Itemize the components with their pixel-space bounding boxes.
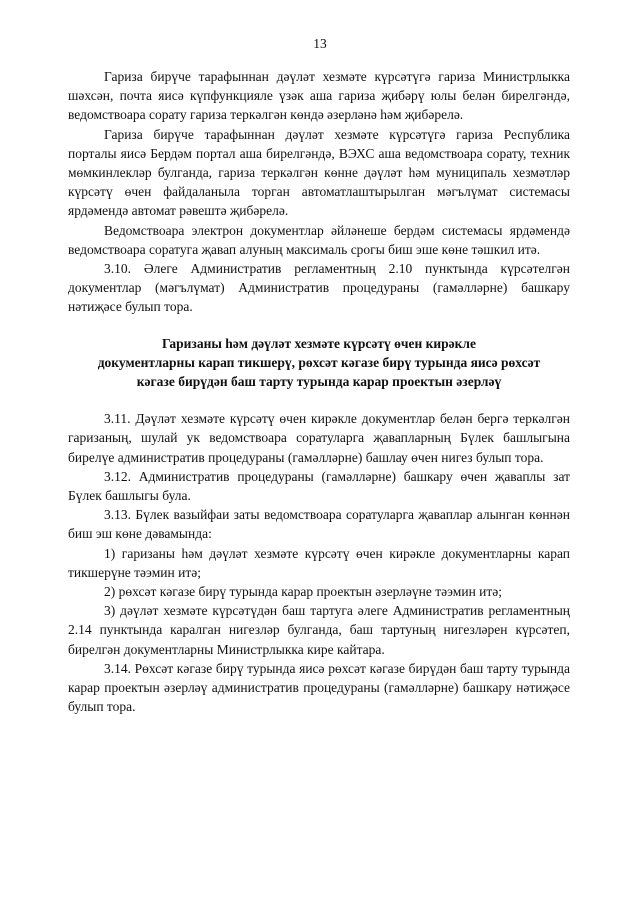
paragraph: 3.12. Административ процедураны (гамәлләрне) башкару өчен җаваплы зат Бүлек башлыгы була. bbox=[68, 468, 570, 504]
paragraph: 3.10. Әлеге Административ регламентның 2.10 пунктында күрсәтелгән документлар (мәгълүмат) Административ процедураны (гамәлләрне) башкару нәтиҗәсе булып тора. bbox=[68, 261, 570, 315]
list-item: 3) дәүләт хезмәте күрсәтүдән баш тартуга әлеге Административ регламентның 2.14 пунктында каралган нигезләр булганда, баш тартуның нигезләрен күрсәтеп, бирелгән документларны Министрлыкка кире кайтара. bbox=[68, 603, 570, 657]
section-heading-line: кәгазе бирүдән баш тарту турында карар проектын әзерләү bbox=[136, 374, 502, 390]
section-heading-line: Гаризаны һәм дәүләт хезмәте күрсәтү өчен кирәкле bbox=[161, 335, 477, 351]
list-item: 2) рөхсәт кәгазе бирү турында карар проектын әзерләүне тәэмин итә; bbox=[104, 584, 503, 600]
paragraph: 3.14. Рөхсәт кәгазе бирү турында яисә рөхсәт кәгазе бирүдән баш тарту турында карар проектын әзерләү административ процедураны (гамәлләрне) башкару нәтиҗәсе булып тора. bbox=[68, 660, 570, 715]
paragraph: Гариза бирүче тарафыннан дәүләт хезмәте күрсәтүгә гариза Министрлыкка шәхсән, почта яисә күпфункцияле үзәк аша гариза җибәрү юлы белән бирелгәндә, ведомствоара сорату гариза теркәлгән көндә әзерләнә һәм җибәрелә. bbox=[68, 69, 570, 123]
document-body bbox=[68, 67, 570, 717]
paragraph: 3.11. Дәүләт хезмәте күрсәтү өчен кирәкле документлар белән бергә теркәлгән гаризаның, шулай ук ведомствоара соратуларга җавапларның Бүлек башлыгына бирелүе административ процедураны (гамәлләрне) башлау өчен нигез булып тора. bbox=[68, 411, 570, 465]
paragraph: Гариза бирүче тарафыннан дәүләт хезмәте күрсәтүгә гариза Республика порталы яисә Бердәм портал аша бирелгәндә, ВЭХС аша ведомствоара сорату, техник мөмкинлекләр булганда, гариза теркәлгән көнне дәүләт һәм муниципаль хезмәтләр күрсәтү өчен файдаланыла торган автоматлаштырылган мәгълүмат системасы ярдәмендә автомат рәвештә җибәрелә. bbox=[68, 126, 570, 219]
page-number: 13 bbox=[313, 36, 327, 51]
list-item: 1) гаризаны һәм дәүләт хезмәте күрсәтү өчен кирәкле документларны карап тикшерүне тәэмин итә; bbox=[68, 545, 570, 580]
section-heading-line: документларны карап тикшерү, рөхсәт кәгазе бирү турында яисә рөхсәт bbox=[97, 354, 541, 370]
section-heading bbox=[68, 334, 570, 392]
paragraph: Ведомствоара электрон документлар әйләнеше бердәм системасы ярдәмендә ведомствоара соратуга җавап алуның максималь срогы биш эше көне тәшкил итә. bbox=[68, 222, 570, 257]
paragraph: 3.13. Бүлек вазыйфаи заты ведомствоара соратуларга җаваплар алынган көннән биш эш көне дәвамында: bbox=[68, 507, 570, 542]
